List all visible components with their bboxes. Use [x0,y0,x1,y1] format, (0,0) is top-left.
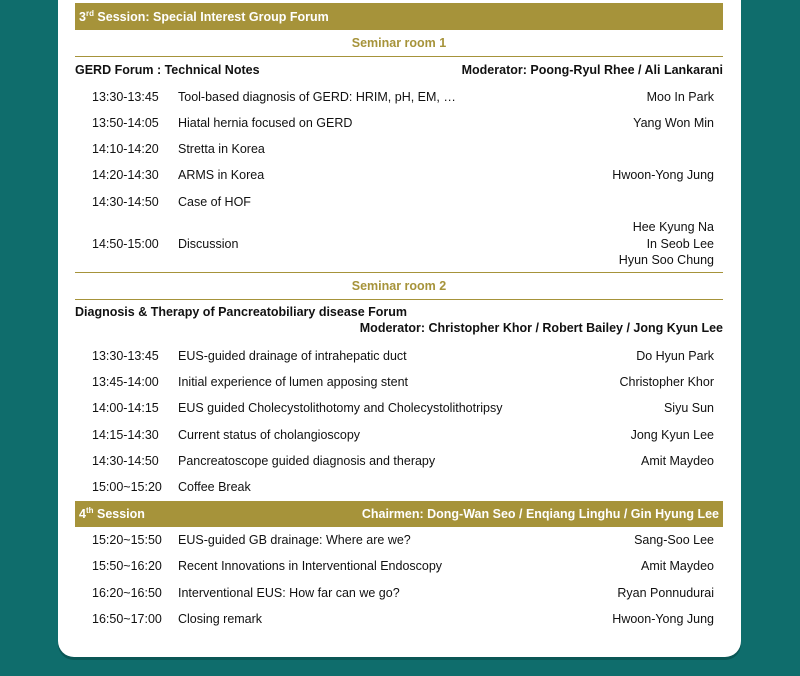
row-time: 14:30-14:50 [92,195,159,209]
row-time: 16:50~17:00 [92,612,162,626]
seminar-room-1-label: Seminar room 1 [351,36,447,50]
forum2-row-2 [75,373,723,391]
row-speaker: Ryan Ponnudurai [617,586,714,600]
row-speaker: Sang-Soo Lee [634,533,714,547]
forum2-moderator: Moderator: Christopher Khor / Robert Bailey / Jong Kyun Lee [359,321,723,335]
seminar-room-2-label: Seminar room 2 [351,279,447,293]
forum1-row-5 [75,193,723,211]
row-title: Pancreatoscope guided diagnosis and therapy [178,454,436,468]
forum2-row-6 [75,478,723,496]
forum2-title: Diagnosis & Therapy of Pancreatobiliary disease Forum [75,305,408,319]
forum1-row-2 [75,114,723,132]
row-title: Initial experience of lumen apposing stent [178,375,409,389]
row-title: EUS-guided drainage of intrahepatic duct [178,349,407,363]
row-speaker: Christopher Khor [619,375,714,389]
discussion-speaker: Hee Kyung Na [632,220,714,235]
session4-ordinal: th [85,505,94,515]
forum2-row-5 [75,452,723,470]
row-title: Current status of cholangioscopy [178,428,361,442]
row-time: 15:50~16:20 [92,559,162,573]
row-time: 13:30-13:45 [92,349,159,363]
row-time: 14:20-14:30 [92,168,159,182]
row-time: 13:50-14:05 [92,116,159,130]
row-title: EUS-guided GB drainage: Where are we? [178,533,411,547]
row-time: 16:20~16:50 [92,586,162,600]
forum2-row-4 [75,426,723,444]
row-time: 14:00-14:15 [92,401,159,415]
forum1-row-4 [75,166,723,184]
row-title: Interventional EUS: How far can we go? [178,586,400,600]
row-time: 13:30-13:45 [92,90,159,104]
session4-row-4 [75,610,723,628]
session4-number: 4 [79,507,86,521]
forum1-discussion-row [75,219,723,269]
row-speaker: Amit Maydeo [641,454,714,468]
row-title: Closing remark [178,612,263,626]
row-time: 14:30-14:50 [92,454,159,468]
forum1-row-1 [75,88,723,106]
session4-title-text: Session [93,507,145,521]
row-title: Stretta in Korea [178,142,265,156]
discussion-speaker: Hyun Soo Chung [618,253,714,268]
row-title: Recent Innovations in Interventional Endoscopy [178,559,443,573]
row-title: Tool-based diagnosis of GERD: HRIM, pH, EM, … [178,90,456,104]
session3-ordinal: rd [85,8,94,18]
row-time: 14:15-14:30 [92,428,159,442]
forum2-title-line [75,305,731,321]
row-speaker: Do Hyun Park [636,349,714,363]
row-speaker: Yang Won Min [633,116,714,130]
row-time: 15:20~15:50 [92,533,162,547]
forum2-moderator-line [75,321,731,337]
seminar-room-1 [75,30,723,57]
forum1-header [75,63,731,79]
row-title: Coffee Break [178,480,251,494]
forum2-row-1 [75,347,723,365]
session3-title-text: Session: Special Interest Group Forum [93,9,329,24]
row-time: 15:00~15:20 [92,480,162,494]
session3-number: 3 [79,9,86,24]
session4-header [75,501,723,527]
row-title: Discussion [178,237,239,251]
discussion-speakers [619,219,723,269]
row-title: Case of HOF [178,195,251,209]
row-speaker: Jong Kyun Lee [630,428,714,442]
session3-header [75,3,723,30]
row-time: 14:50-15:00 [92,237,159,251]
discussion-speaker: In Seob Lee [646,236,714,251]
row-speaker: Hwoon-Yong Jung [612,612,714,626]
row-time: 14:10-14:20 [92,142,159,156]
seminar-room-2 [75,273,723,300]
forum2-row-3 [75,399,723,417]
row-speaker: Siyu Sun [663,401,714,415]
forum1-title: GERD Forum : Technical Notes [75,63,260,77]
session4-row-3 [75,584,723,602]
forum1-moderator: Moderator: Poong-Ryul Rhee / Ali Lankarani [461,63,723,77]
session4-title [79,507,145,521]
row-title: EUS guided Cholecystolithotomy and Cholecystolithotripsy [178,401,503,415]
row-speaker: Hwoon-Yong Jung [612,168,714,182]
session3-title [79,10,329,24]
forum1-row-3 [75,140,723,158]
session4-chairmen: Chairmen: Dong-Wan Seo / Enqiang Linghu / Gin Hyung Lee [361,507,719,521]
session4-row-1 [75,531,723,549]
row-title: ARMS in Korea [178,168,265,182]
row-speaker: Moo In Park [646,90,714,104]
row-title: Hiatal hernia focused on GERD [178,116,353,130]
row-time: 13:45-14:00 [92,375,159,389]
row-speaker: Amit Maydeo [641,559,714,573]
session4-row-2 [75,557,723,575]
